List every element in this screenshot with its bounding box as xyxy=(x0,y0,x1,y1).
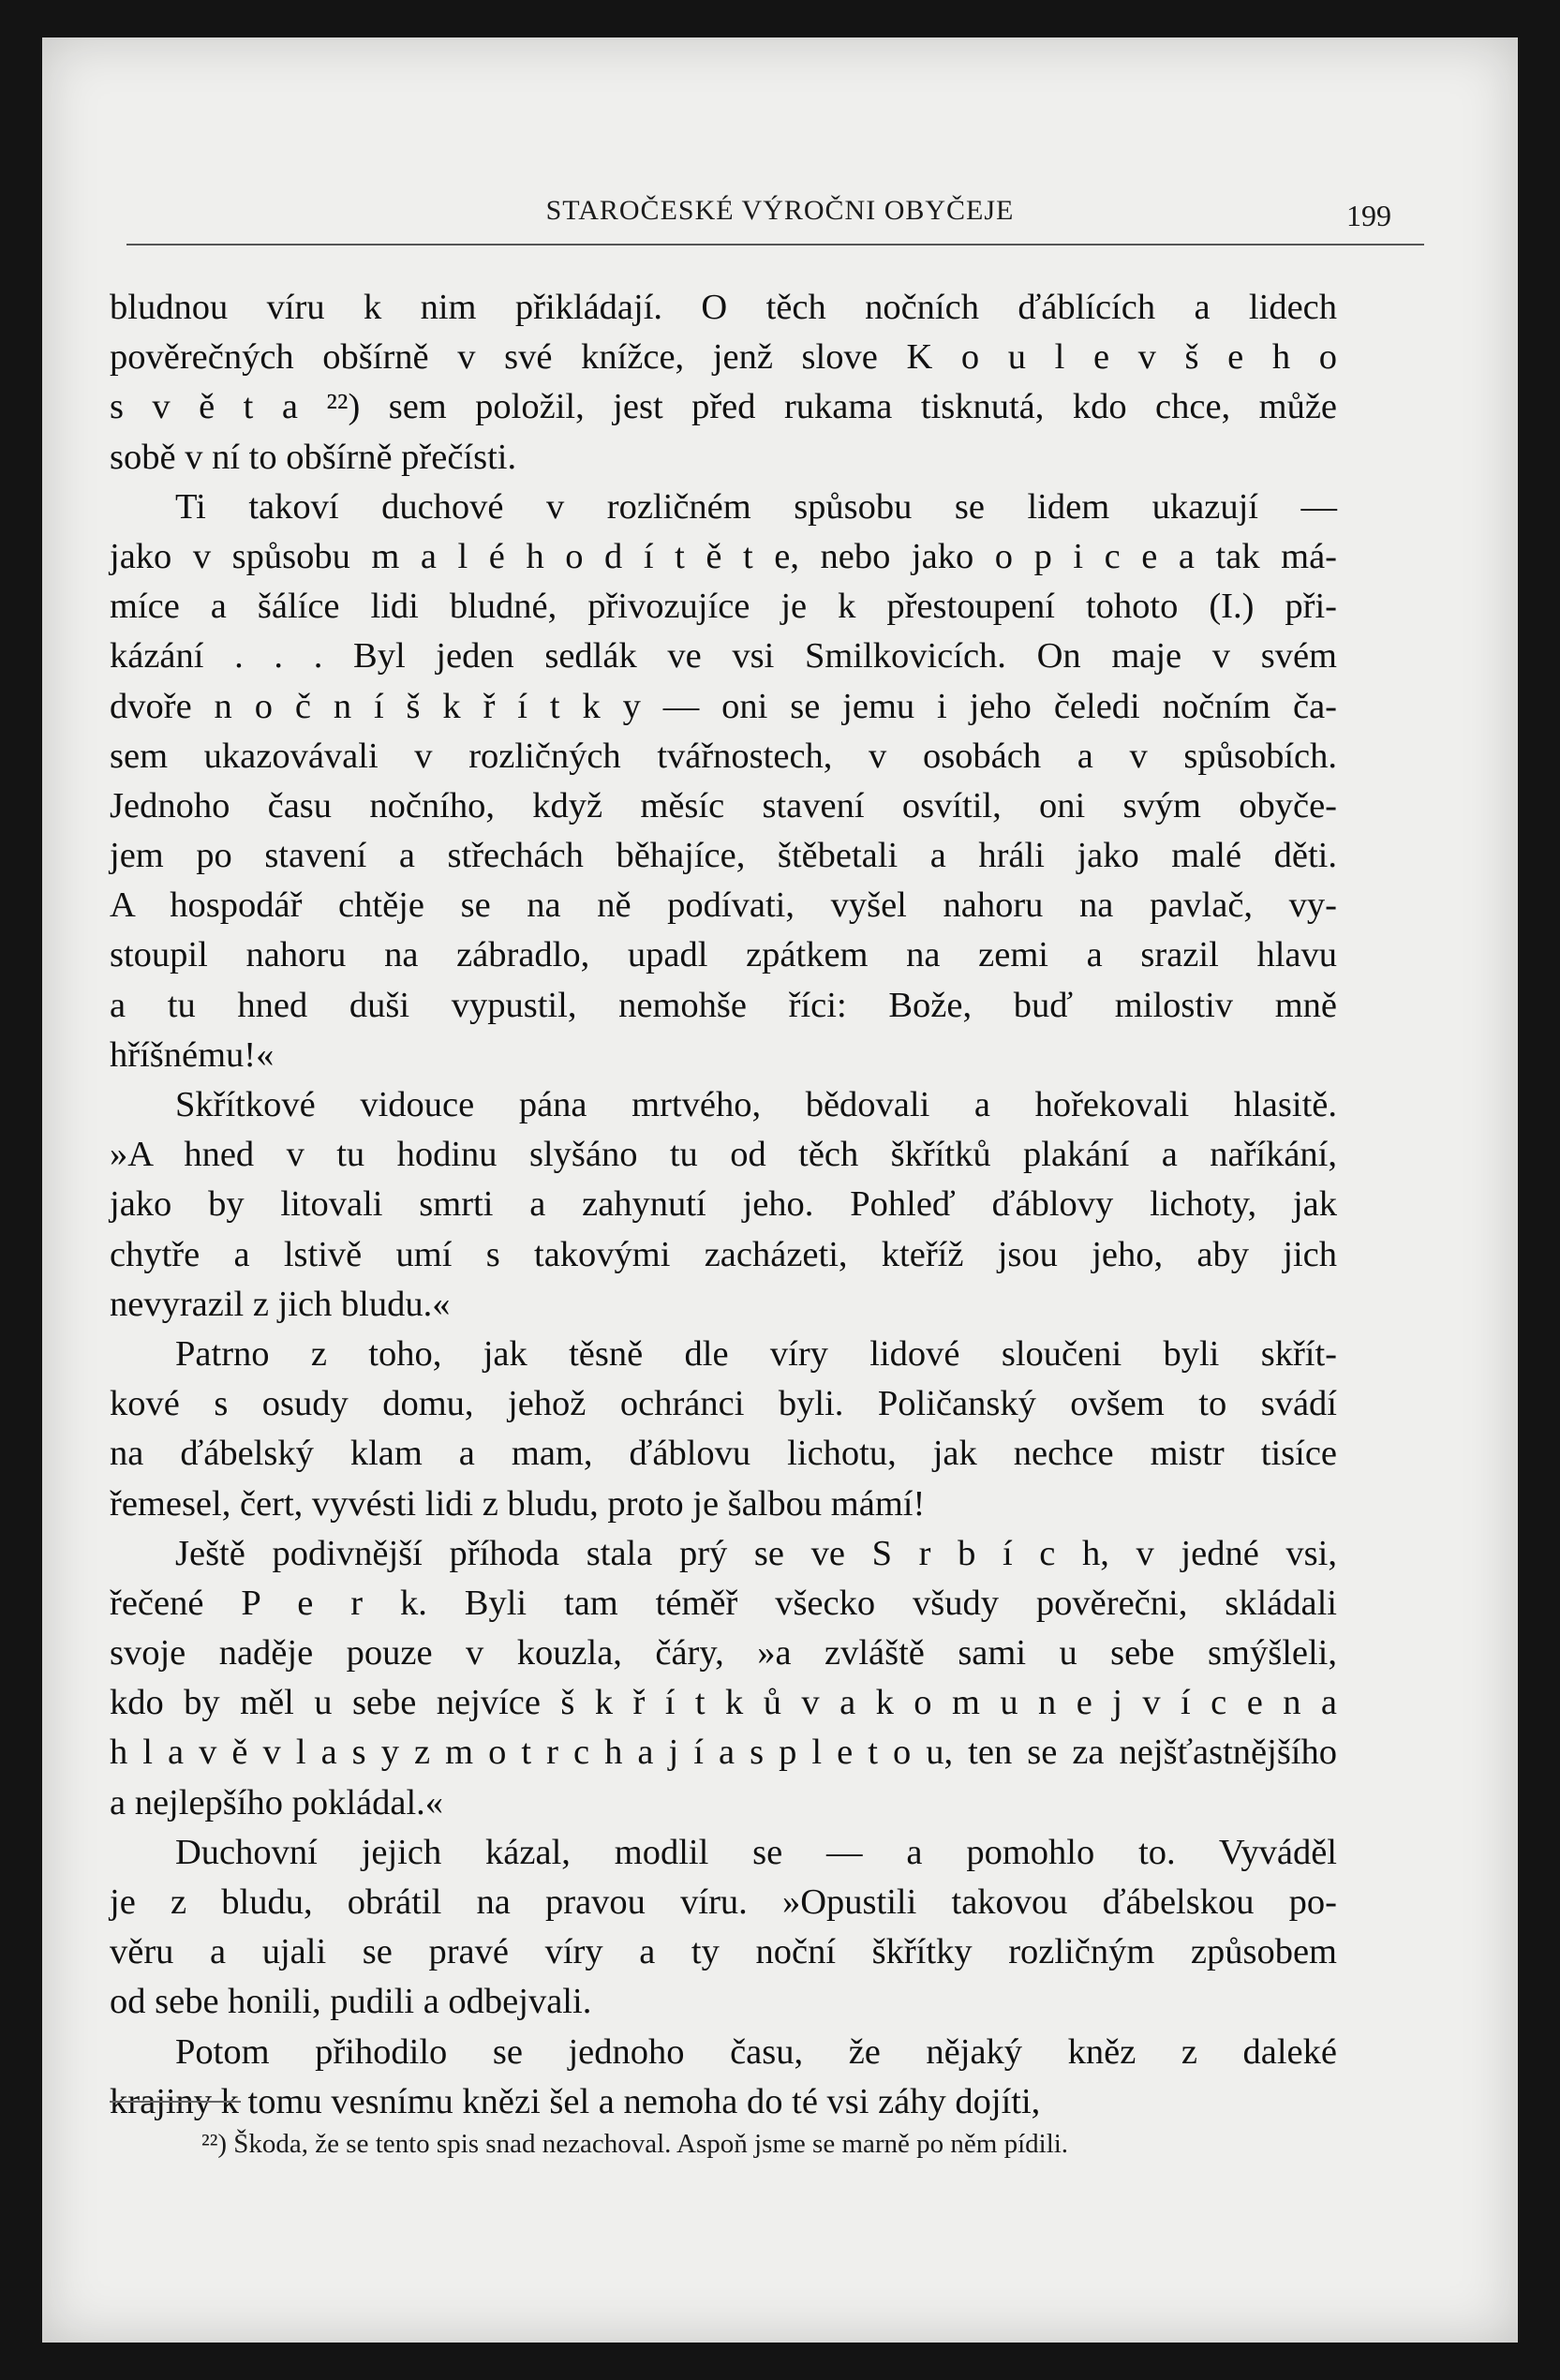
text-line: dvoře n o č n í š k ř í t k y — oni se jemu i jeho čeledi nočním ča- xyxy=(110,686,1337,726)
text-line: a tu hned duši vypustil, nemohše říci: Bože, buď milostiv mně xyxy=(110,985,1337,1025)
text-line: pověrečných obšírně v své knížce, jenž slove K o u l e v š e h o xyxy=(110,337,1337,378)
text-line: h l a v ě v l a s y z m o t r c h a j í a s p l e t o u, ten se za nejšťastnějšího xyxy=(110,1733,1337,1773)
text-line: »A hned v tu hodinu slyšáno tu od těch škřítků plakání a naříkání, xyxy=(110,1135,1337,1175)
text-line: a nejlepšího pokládal.« xyxy=(110,1782,444,1822)
page-header xyxy=(42,195,1518,242)
text-line: svoje naděje pouze v kouzla, čáry, »a zvláště sami u sebe smýšleli, xyxy=(110,1633,1337,1673)
text-line: kázání . . . Byl jeden sedlák ve vsi Smilkovicích. On maje v svém xyxy=(110,636,1337,677)
running-title: STAROČESKÉ VÝROČNI OBYČEJE xyxy=(545,195,1015,226)
text-line: Potom přihodilo se jednoho času, že nějaký kněz z daleké xyxy=(175,2031,1337,2072)
page-number: 199 xyxy=(1346,199,1391,232)
text-line: jako by litovali smrti a zahynutí jeho. Pohleď ďáblovy lichoty, jak xyxy=(110,1184,1337,1225)
text-line: Ti takoví duchové v rozličném spůsobu se lidem ukazují — xyxy=(175,486,1337,527)
book-page xyxy=(42,37,1518,2343)
text-line: Patrno z toho, jak těsně dle víry lidové sloučeni byli skřít- xyxy=(175,1333,1337,1374)
text-line: je z bludu, obrátil na pravou víru. »Opustili takovou ďábelskou po- xyxy=(110,1882,1337,1922)
text-line: od sebe honili, pudili a odbejvali. xyxy=(110,1982,592,2022)
header-rule xyxy=(126,244,1424,245)
text-line: jem po stavení a střechách běhajíce, štěbetali a hráli jako malé děti. xyxy=(110,836,1337,876)
text-line: hříšnému!« xyxy=(110,1034,275,1075)
text-line: stoupil nahoru na zábradlo, upadl zpátkem na zemi a srazil hlavu xyxy=(110,935,1337,975)
footnote-rule xyxy=(110,2101,241,2103)
text-line: na ďábelský klam a mam, ďáblovu lichotu, jak nechce mistr tisíce xyxy=(110,1434,1337,1474)
text-line: Jednoho času nočního, když měsíc stavení osvítil, oni svým obyče- xyxy=(110,785,1337,826)
text-line: s v ě t a ²²) sem položil, jest před rukama tisknutá, kdo chce, může xyxy=(110,387,1337,427)
text-line: Skřítkové vidouce pána mrtvého, bědovali a hořekovali hlasitě. xyxy=(175,1085,1337,1124)
text-line: řemesel, čert, vyvésti lidi z bludu, proto je šalbou mámí! xyxy=(110,1483,926,1524)
text-line: sem ukazovávali v rozličných tvářnostech, v osobách a v spůsobích. xyxy=(110,736,1337,776)
text-line: sobě v ní to obšírně přečísti. xyxy=(110,437,517,477)
body-text xyxy=(110,283,1337,2127)
text-line: řečené P e r k. Byli tam téměř všecko všudy pověrečni, skládali xyxy=(110,1583,1337,1623)
footnote: ²²) Škoda, že se tento spis snad nezachoval. Aspoň jsme se marně po něm pídili. xyxy=(201,2129,1069,2159)
text-line: míce a šálíce lidi bludné, přivozujíce je k přestoupení tohoto (I.) při- xyxy=(110,587,1337,627)
text-line: kové s osudy domu, jehož ochránci byli. Poličanský ovšem to svádí xyxy=(110,1384,1337,1424)
text-line: nevyrazil z jich bludu.« xyxy=(110,1284,451,1324)
text-line: jako v spůsobu m a l é h o d í t ě t e, nebo jako o p i c e a tak má- xyxy=(110,536,1337,576)
text-line: A hospodář chtěje se na ně podívati, vyšel nahoru na pavlač, vy- xyxy=(110,885,1337,926)
text-line: bludnou víru k nim přikládají. O těch nočních ďáblících a lidech xyxy=(110,288,1337,327)
text-line: Duchovní jejich kázal, modlil se — a pomohlo to. Vyváděl xyxy=(175,1832,1337,1872)
text-line: krajiny k tomu vesnímu knězi šel a nemoha do té vsi záhy dojíti, xyxy=(110,2081,1041,2121)
text-line: Ještě podivnější příhoda stala prý se ve S r b í c h, v jedné vsi, xyxy=(175,1533,1337,1573)
text-line: kdo by měl u sebe nejvíce š k ř í t k ů v a k o m u n e j v í c e n a xyxy=(110,1683,1337,1723)
text-line: chytře a lstivě umí s takovými zacházeti, kteříž jsou jeho, aby jich xyxy=(110,1234,1337,1274)
text-line: věru a ujali se pravé víry a ty noční škřítky rozličným způsobem xyxy=(110,1932,1337,1972)
